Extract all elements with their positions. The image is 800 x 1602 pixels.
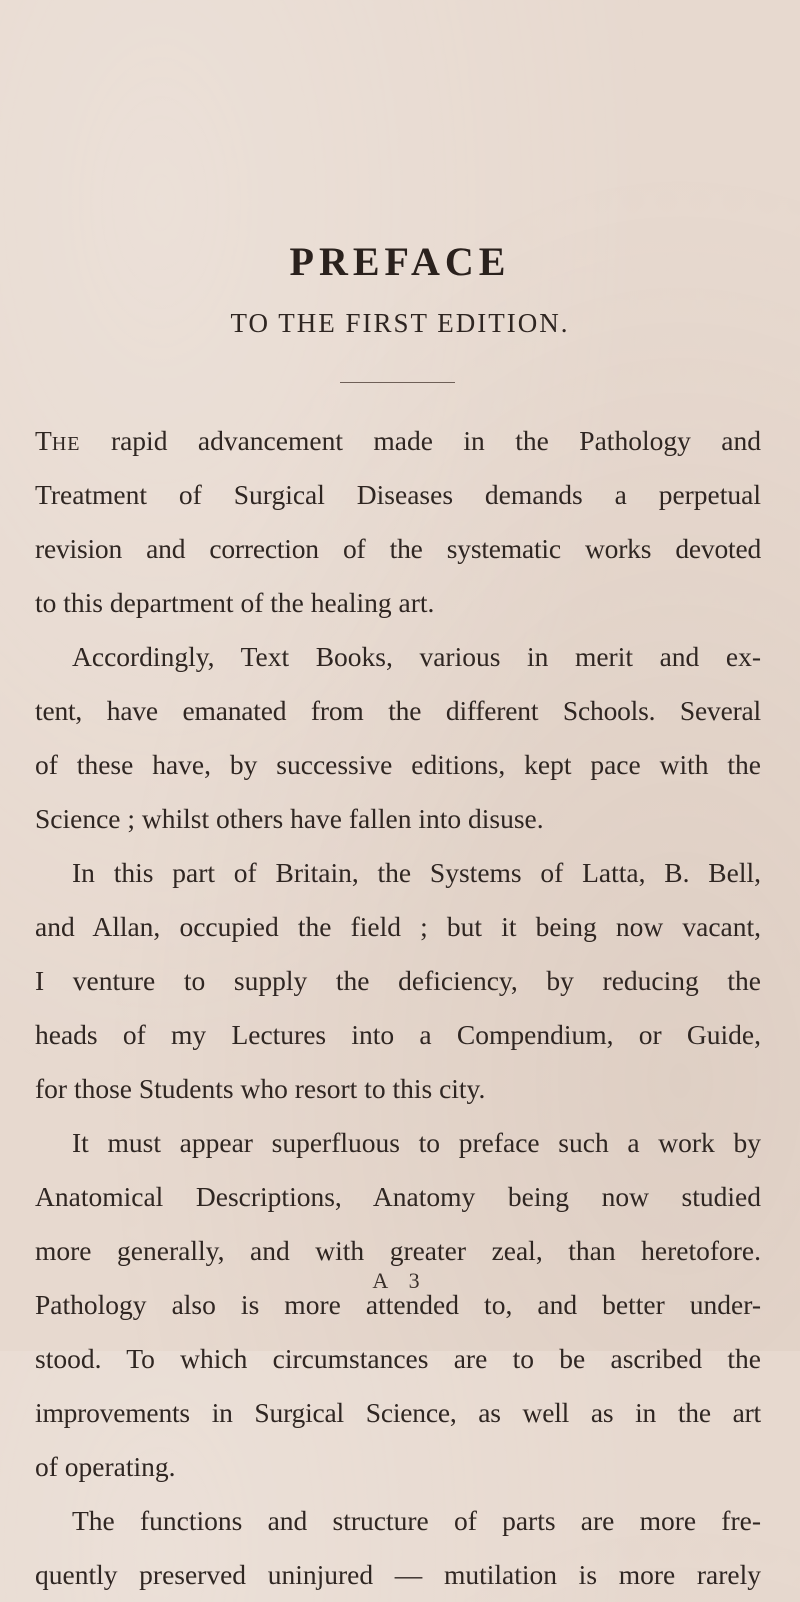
page-title: PREFACE — [289, 239, 511, 284]
text-line: Treatment of Surgical Diseases demands a perpetual — [35, 479, 761, 510]
text-line: to this department of the healing art. — [35, 587, 435, 618]
text-line: In this part of Britain, the Systems of Latta, B. Bell, — [72, 857, 761, 888]
initial-small-caps: HE — [51, 433, 81, 455]
text-line: It must appear superfluous to preface such a work by — [72, 1127, 761, 1158]
text-line: revision and correction of the systematic works devoted — [35, 533, 761, 564]
text-line: improvements in Surgical Science, as well as in the art — [35, 1397, 761, 1428]
text-line: heads of my Lectures into a Compendium, or Guide, — [35, 1019, 761, 1050]
text-line: THE rapid advancement made in the Pathology and — [35, 425, 761, 456]
text-line: I venture to supply the deficiency, by reducing the — [35, 965, 761, 996]
initial-capital: T — [35, 425, 52, 456]
text-line: quently preserved uninjured — mutilation is more rarely — [35, 1559, 761, 1590]
text-line: of these have, by successive editions, kept pace with the — [35, 749, 761, 780]
text-line: more generally, and with greater zeal, than heretofore. — [35, 1235, 761, 1266]
text-line: The functions and structure of parts are more fre- — [72, 1505, 761, 1536]
text-line: Anatomical Descriptions, Anatomy being now studied — [35, 1181, 761, 1212]
text-line: Accordingly, Text Books, various in merit and ex- — [72, 641, 761, 672]
text-line: stood. To which circumstances are to be ascribed the — [35, 1343, 761, 1374]
preface-text — [35, 414, 761, 1602]
signature-mark: A 3 — [372, 1268, 428, 1293]
page-subtitle: TO THE FIRST EDITION. — [230, 308, 570, 338]
text-line: tent, have emanated from the different Schools. Several — [35, 695, 761, 726]
text-line: for those Students who resort to this city. — [35, 1073, 486, 1104]
title-divider — [340, 382, 455, 383]
text-line: Pathology also is more attended to, and better under- — [35, 1289, 761, 1320]
text-line: Science ; whilst others have fallen into disuse. — [35, 803, 544, 834]
text-line: of operating. — [35, 1451, 176, 1482]
text-line: and Allan, occupied the field ; but it being now vacant, — [35, 911, 761, 942]
